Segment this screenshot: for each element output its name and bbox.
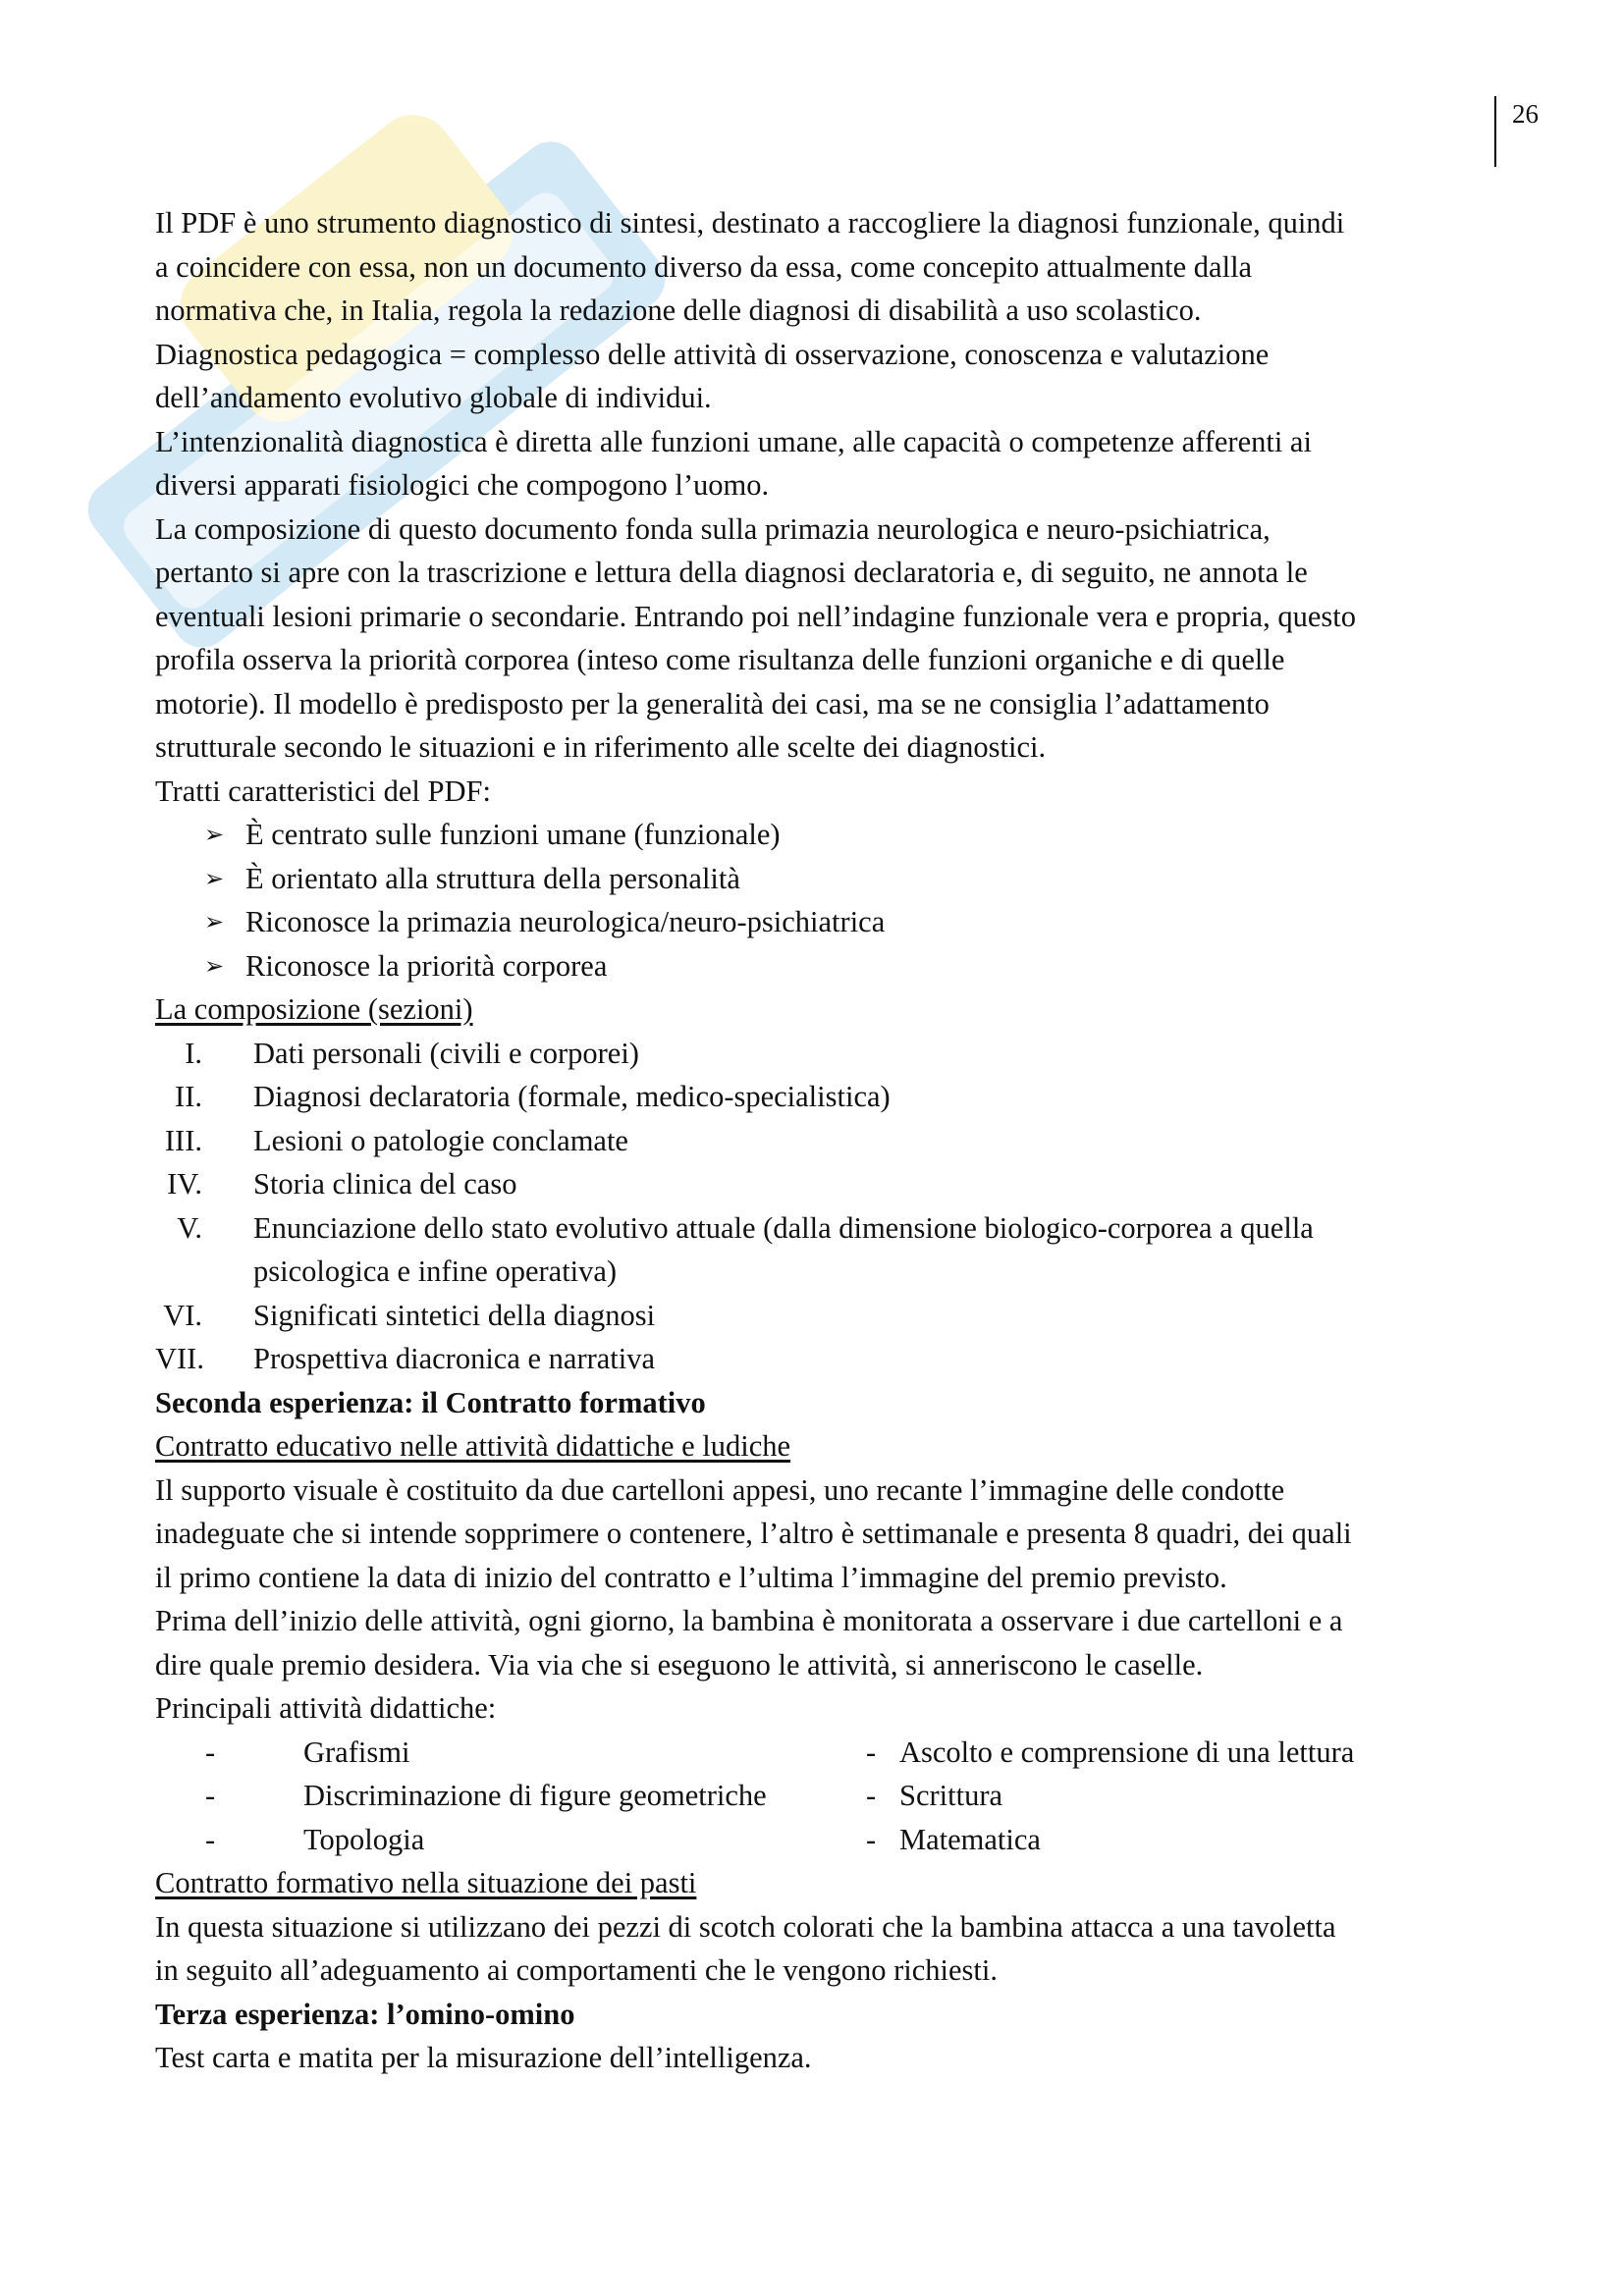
list-item-number: III. bbox=[164, 1123, 202, 1157]
list-item bbox=[155, 1731, 866, 1775]
paragraph-line: diversi apparati fisiologici che compogono l’uomo. bbox=[155, 468, 770, 502]
list-item-number: V. bbox=[177, 1210, 202, 1245]
dash-bullet: - bbox=[866, 1822, 877, 1856]
list-item-number: II. bbox=[175, 1080, 202, 1113]
paragraph-line: strutturale secondo le situazioni e in riferimento alle scelte dei diagnostici. bbox=[155, 730, 1047, 764]
paragraph-line: inadeguate che si intende sopprimere o contenere, l’altro è settimanale e presenta 8 quadri, dei quali bbox=[155, 1517, 1352, 1550]
list-item-text: Prospettiva diacronica e narrativa bbox=[253, 1342, 656, 1375]
list-item-number: I. bbox=[185, 1036, 202, 1070]
list-item bbox=[866, 1818, 1475, 1862]
second-experience-heading: Seconda esperienza: il Contratto formativo bbox=[155, 1385, 706, 1419]
list-item bbox=[155, 1032, 1500, 1076]
educational-contract-heading: Contratto educativo nelle attività didattiche e ludiche bbox=[155, 1429, 791, 1463]
arrow-bullet-icon: ➢ bbox=[204, 951, 225, 980]
list-item-text: Riconosce la primazia neurologica/neuro-psichiatrica bbox=[245, 905, 886, 938]
paragraph-line: Il PDF è uno strumento diagnostico di sintesi, destinato a raccogliere la diagnosi funzionale, quindi bbox=[155, 206, 1345, 240]
paragraph-line: L’intenzionalità diagnostica è diretta alle funzioni umane, alle capacità o competenze afferenti ai bbox=[155, 424, 1312, 458]
paragraph-line: Diagnostica pedagogica = complesso delle attività di osservazione, conoscenza e valutazione bbox=[155, 337, 1270, 371]
paragraph-line: Il supporto visuale è costituito da due cartelloni appesi, uno recante l’immagine delle condotte bbox=[155, 1472, 1285, 1507]
paragraph-line: in seguito all’adeguamento ai comportamenti che le vengono richiesti. bbox=[155, 1953, 998, 1987]
list-item-text: Storia clinica del caso bbox=[253, 1167, 517, 1201]
arrow-bullet-icon: ➢ bbox=[204, 821, 225, 848]
list-item bbox=[155, 1162, 1500, 1206]
list-item bbox=[866, 1774, 1475, 1818]
list-item bbox=[155, 900, 1500, 944]
sections-heading: La composizione (sezioni) bbox=[155, 992, 473, 1026]
paragraph-line: La composizione di questo documento fonda sulla primazia neurologica e neuro-psichiatrica, bbox=[155, 511, 1271, 546]
paragraph-line: dire quale premio desidera. Via via che si eseguono le attività, si anneriscono le caselle. bbox=[155, 1647, 1204, 1682]
list-item bbox=[155, 944, 1500, 988]
list-item-text: Discriminazione di figure geometriche bbox=[303, 1779, 767, 1812]
list-item bbox=[155, 1206, 1500, 1251]
paragraph-line: profila osserva la priorità corporea (inteso come risultanza delle funzioni organiche e di quelle bbox=[155, 643, 1285, 676]
list-item bbox=[155, 813, 1500, 857]
dash-bullet: - bbox=[866, 1735, 877, 1769]
list-item bbox=[155, 857, 1500, 901]
list-item bbox=[155, 1818, 866, 1862]
paragraph-line: motorie). Il modello è predisposto per la generalità dei casi, ma se ne consiglia l’adattamento bbox=[155, 686, 1270, 721]
list-item-text: Grafismi bbox=[303, 1735, 410, 1769]
list-item bbox=[155, 1337, 1500, 1381]
list-item-text: È centrato sulle funzioni umane (funzionale) bbox=[245, 818, 781, 851]
paragraph-line: il primo contiene la data di inizio del contratto e l’ultima l’immagine del premio previsto. bbox=[155, 1560, 1227, 1594]
list-item bbox=[155, 1075, 1500, 1119]
list-item bbox=[155, 1294, 1500, 1338]
list-item-number: VI. bbox=[163, 1298, 202, 1332]
paragraph-line: dell’andamento evolutivo globale di individui. bbox=[155, 381, 712, 414]
third-experience-heading: Terza esperienza: l’omino-omino bbox=[155, 1997, 575, 2031]
paragraph-line: Test carta e matita per la misurazione dell’intelligenza. bbox=[155, 2041, 812, 2074]
list-item-continuation: psicologica e infine operativa) bbox=[253, 1255, 618, 1288]
dash-bullet: - bbox=[205, 1779, 216, 1812]
page-number-rule bbox=[1494, 96, 1496, 167]
arrow-bullet-icon: ➢ bbox=[204, 864, 225, 892]
list-item-text: Topologia bbox=[303, 1822, 425, 1856]
arrow-bullet-icon: ➢ bbox=[204, 908, 225, 935]
list-item-number: VII. bbox=[155, 1342, 204, 1375]
list-item bbox=[155, 1774, 866, 1818]
dash-bullet: - bbox=[205, 1822, 216, 1856]
document-body bbox=[155, 201, 1500, 2080]
list-item-text: Scrittura bbox=[899, 1779, 1003, 1812]
list-item-text: Significati sintetici della diagnosi bbox=[253, 1298, 656, 1332]
list-item bbox=[866, 1731, 1475, 1775]
paragraph-line: Prima dell’inizio delle attività, ogni giorno, la bambina è monitorata a osservare i due cartelloni e a bbox=[155, 1604, 1343, 1637]
dash-bullet: - bbox=[866, 1779, 877, 1812]
list-item-text: Dati personali (civili e corporei) bbox=[253, 1036, 639, 1070]
dash-bullet: - bbox=[205, 1735, 216, 1769]
list-item-text: Riconosce la priorità corporea bbox=[245, 948, 608, 983]
list-item-text: Lesioni o patologie conclamate bbox=[253, 1123, 628, 1157]
page-number: 26 bbox=[1512, 99, 1539, 129]
meals-contract-heading: Contratto formativo nella situazione dei pasti bbox=[155, 1866, 697, 1899]
list-item-number: IV. bbox=[167, 1167, 202, 1201]
list-item-text: Diagnosi declaratoria (formale, medico-specialistica) bbox=[253, 1080, 891, 1113]
list-item-text: È orientato alla struttura della personalità bbox=[245, 861, 740, 895]
paragraph-line: eventuali lesioni primarie o secondarie. Entrando poi nell’indagine funzionale vera e propria, questo bbox=[155, 599, 1356, 633]
list-item-text: Ascolto e comprensione di una lettura bbox=[899, 1735, 1355, 1769]
list-item-text: Enunciazione dello stato evolutivo attuale (dalla dimensione biologico-corporea a quella bbox=[253, 1210, 1314, 1245]
list-item bbox=[155, 1119, 1500, 1163]
paragraph-line: pertanto si apre con la trascrizione e lettura della diagnosi declaratoria e, di seguito, ne annota le bbox=[155, 556, 1308, 589]
paragraph-line: In questa situazione si utilizzano dei pezzi di scotch colorati che la bambina attacca a una tavoletta bbox=[155, 1909, 1336, 1944]
list-item-text: Matematica bbox=[899, 1822, 1041, 1856]
activities-list bbox=[155, 1731, 1500, 1862]
activities-heading: Principali attività didattiche: bbox=[155, 1691, 497, 1725]
paragraph-line: normativa che, in Italia, regola la redazione delle diagnosi di disabilità a uso scolastico. bbox=[155, 294, 1202, 327]
traits-heading: Tratti caratteristici del PDF: bbox=[155, 774, 491, 808]
paragraph-line: a coincidere con essa, non un documento diverso da essa, come concepito attualmente dalla bbox=[155, 249, 1253, 284]
